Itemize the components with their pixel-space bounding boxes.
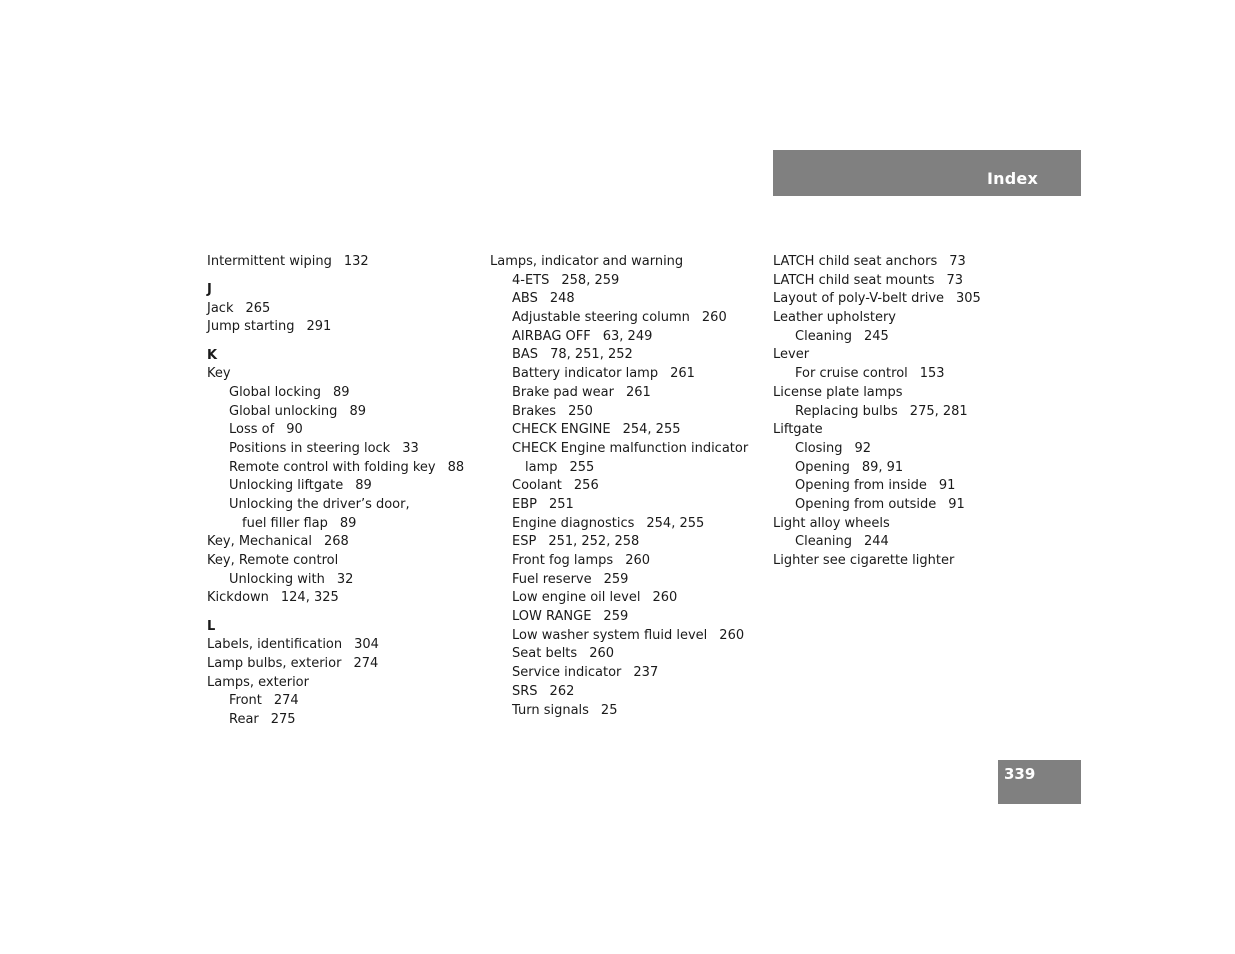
index-entry bbox=[207, 533, 482, 552]
entry-text: Global unlocking bbox=[229, 403, 338, 419]
entry-text: LOW RANGE bbox=[512, 609, 592, 625]
index-subentry bbox=[490, 552, 765, 571]
entry-page-refs[interactable]: 132 bbox=[343, 254, 369, 269]
entry-page-refs[interactable]: 90 bbox=[286, 422, 303, 438]
entry-page-refs[interactable]: 261 bbox=[625, 384, 651, 400]
index-subentry bbox=[207, 571, 482, 590]
index-subentry bbox=[773, 365, 1063, 384]
section-header-bar bbox=[773, 150, 1081, 196]
entry-text: Brakes bbox=[512, 403, 557, 419]
entry-text: Engine diagnostics bbox=[512, 515, 635, 531]
index-subentry bbox=[490, 290, 765, 309]
entry-page-refs[interactable]: 265 bbox=[245, 300, 271, 316]
entry-page-refs[interactable]: 91 bbox=[948, 496, 965, 512]
entry-text: ESP bbox=[512, 534, 537, 550]
entry-text: Jack bbox=[207, 300, 234, 316]
index-column-3 bbox=[773, 253, 1063, 571]
index-subentry bbox=[490, 664, 765, 683]
entry-text: Lamps, indicator and warning bbox=[490, 254, 684, 269]
entry-page-refs[interactable]: 89 bbox=[355, 478, 372, 494]
entry-page-refs[interactable]: 260 bbox=[652, 590, 678, 606]
entry-page-refs[interactable]: 262 bbox=[549, 683, 575, 699]
entry-page-refs[interactable]: 260 bbox=[625, 553, 651, 568]
entry-text: Brake pad wear bbox=[512, 384, 614, 400]
section-title: Index bbox=[987, 169, 1038, 188]
entry-page-refs[interactable]: 89 bbox=[339, 515, 357, 531]
index-subentry bbox=[490, 440, 765, 459]
entry-text: Service indicator bbox=[512, 665, 622, 681]
index-entry bbox=[207, 674, 482, 693]
index-subentry bbox=[490, 459, 765, 478]
index-subentry bbox=[207, 477, 482, 496]
index-subentry bbox=[490, 496, 765, 515]
index-entry bbox=[207, 655, 482, 674]
index-column-2 bbox=[490, 253, 765, 720]
entry-text: Opening bbox=[795, 459, 850, 475]
entry-text: Front fog lamps bbox=[512, 553, 614, 568]
entry-page-refs[interactable]: 275 bbox=[270, 711, 296, 727]
entry-page-refs[interactable]: 260 bbox=[719, 627, 745, 643]
entry-text: Adjustable steering column bbox=[512, 310, 690, 326]
entry-text: CHECK ENGINE bbox=[512, 422, 611, 438]
entry-page-refs[interactable]: 251 bbox=[548, 496, 574, 512]
index-subentry bbox=[490, 515, 765, 534]
entry-text: Fuel reserve bbox=[512, 571, 592, 587]
entry-text: Low engine oil level bbox=[512, 590, 641, 606]
index-subentry bbox=[490, 421, 765, 440]
entry-page-refs[interactable]: 91 bbox=[938, 478, 956, 494]
entry-page-refs[interactable]: 255 bbox=[569, 459, 595, 475]
index-subentry bbox=[207, 692, 482, 711]
entry-text: Light alloy wheels bbox=[773, 515, 890, 531]
index-subentry bbox=[207, 711, 482, 730]
index-entry bbox=[207, 253, 482, 272]
entry-text: Battery indicator lamp bbox=[512, 366, 659, 382]
entry-page-refs[interactable]: 260 bbox=[701, 310, 727, 326]
entry-text: Opening from outside bbox=[795, 496, 937, 512]
entry-text: Turn signals bbox=[512, 702, 589, 718]
entry-text: Leather upholstery bbox=[773, 310, 896, 326]
index-subentry bbox=[490, 328, 765, 347]
entry-text: BAS bbox=[512, 347, 539, 363]
entry-text: Key, Mechanical bbox=[207, 534, 312, 550]
entry-text: Kickdown bbox=[207, 590, 269, 606]
entry-page-refs[interactable]: 258, 259 bbox=[561, 272, 620, 288]
index-subentry bbox=[490, 683, 765, 702]
entry-text: CHECK Engine malfunction indicator bbox=[512, 440, 749, 456]
index-entry bbox=[207, 589, 482, 608]
index-subentry bbox=[207, 403, 482, 422]
index-subentry bbox=[773, 440, 1063, 459]
entry-text: Front bbox=[229, 693, 262, 709]
entry-text: Rear bbox=[229, 711, 259, 727]
entry-text: Opening from inside bbox=[795, 478, 927, 494]
entry-text: For cruise control bbox=[795, 366, 908, 382]
index-entry bbox=[773, 421, 1063, 440]
entry-text: 4-ETS bbox=[512, 272, 550, 288]
entry-text: License plate lamps bbox=[773, 384, 903, 400]
entry-page-refs[interactable]: 32 bbox=[336, 571, 354, 587]
entry-text: Replacing bulbs bbox=[795, 403, 898, 419]
entry-text: Lighter see cigarette lighter bbox=[773, 553, 955, 568]
entry-page-refs[interactable]: 248 bbox=[549, 291, 575, 307]
entry-text: LATCH child seat mounts bbox=[773, 272, 935, 288]
index-entry bbox=[773, 272, 1063, 291]
entry-page-refs[interactable]: 251, 252, 258 bbox=[548, 534, 640, 550]
entry-text: ABS bbox=[512, 291, 538, 307]
index-subentry bbox=[490, 589, 765, 608]
entry-text: Lamp bulbs, exterior bbox=[207, 655, 342, 671]
entry-text: LATCH child seat anchors bbox=[773, 254, 938, 269]
index-entry bbox=[207, 318, 482, 337]
index-entry bbox=[207, 636, 482, 655]
entry-text: lamp bbox=[525, 459, 558, 475]
index-subentry bbox=[207, 440, 482, 459]
entry-page-refs[interactable]: 250 bbox=[568, 403, 593, 419]
entry-text: Cleaning bbox=[795, 534, 852, 550]
entry-text: Lever bbox=[773, 347, 810, 363]
entry-page-refs[interactable]: 92 bbox=[854, 440, 872, 456]
page-number: 339 bbox=[1004, 765, 1036, 783]
index-subentry bbox=[773, 496, 1063, 515]
index-subentry bbox=[773, 533, 1063, 552]
entry-text: Unlocking liftgate bbox=[229, 478, 344, 494]
index-subentry bbox=[490, 309, 765, 328]
index-entry bbox=[773, 346, 1063, 365]
index-entry bbox=[773, 253, 1063, 272]
entry-page-refs[interactable]: 291 bbox=[306, 319, 332, 335]
index-subentry bbox=[490, 384, 765, 403]
entry-text: Low washer system fluid level bbox=[512, 627, 708, 643]
entry-page-refs[interactable]: 78, 251, 252 bbox=[550, 347, 633, 363]
index-entry bbox=[773, 290, 1063, 309]
entry-page-refs[interactable]: 25 bbox=[600, 702, 618, 718]
index-subentry bbox=[773, 459, 1063, 478]
index-letter-heading: K bbox=[207, 347, 218, 363]
entry-page-refs[interactable]: 244 bbox=[864, 534, 889, 550]
entry-text: Unlocking with bbox=[229, 571, 325, 587]
index-subentry bbox=[773, 403, 1063, 422]
index-subentry bbox=[773, 328, 1063, 347]
entry-text: Intermittent wiping bbox=[207, 254, 332, 269]
entry-page-refs[interactable]: 73 bbox=[949, 254, 966, 269]
entry-text: Remote control with folding key bbox=[229, 459, 436, 475]
entry-page-refs[interactable]: 304 bbox=[354, 637, 379, 653]
index-subentry bbox=[490, 403, 765, 422]
entry-page-refs[interactable]: 260 bbox=[589, 646, 615, 662]
entry-page-refs[interactable]: 245 bbox=[864, 328, 889, 344]
index-subentry bbox=[207, 384, 482, 403]
entry-page-refs[interactable]: 254, 255 bbox=[622, 422, 681, 438]
entry-page-refs[interactable]: 88 bbox=[447, 459, 465, 475]
entry-text: EBP bbox=[512, 496, 537, 512]
entry-text: Layout of poly-V-belt drive bbox=[773, 291, 945, 307]
entry-text: Unlocking the driver’s door, bbox=[229, 497, 410, 513]
index-entry bbox=[207, 300, 482, 319]
entry-page-refs[interactable]: 261 bbox=[670, 366, 695, 382]
index-subentry bbox=[207, 421, 482, 440]
entry-page-refs[interactable]: 259 bbox=[603, 571, 629, 587]
index-subentry bbox=[490, 477, 765, 496]
index-entry bbox=[207, 552, 482, 571]
index-subentry bbox=[207, 496, 482, 515]
index-subentry bbox=[490, 533, 765, 552]
entry-page-refs[interactable]: 63, 249 bbox=[602, 328, 653, 344]
entry-page-refs[interactable]: 237 bbox=[633, 665, 659, 681]
index-subentry bbox=[773, 477, 1063, 496]
entry-text: Closing bbox=[795, 440, 843, 456]
entry-page-refs[interactable]: 274 bbox=[273, 693, 299, 709]
entry-page-refs[interactable]: 153 bbox=[919, 366, 945, 382]
entry-page-refs[interactable]: 73 bbox=[946, 272, 964, 288]
index-subentry bbox=[490, 608, 765, 627]
index-subentry bbox=[207, 515, 482, 534]
index-subentry bbox=[490, 645, 765, 664]
index-subentry bbox=[490, 627, 765, 646]
index-subentry bbox=[207, 459, 482, 478]
entry-page-refs[interactable]: 305 bbox=[956, 291, 981, 307]
index-entry bbox=[773, 552, 1063, 571]
index-entry bbox=[773, 515, 1063, 534]
entry-page-refs[interactable]: 89, 91 bbox=[861, 459, 904, 475]
index-entry bbox=[490, 253, 765, 272]
index-subentry bbox=[490, 272, 765, 291]
entry-page-refs[interactable]: 124, 325 bbox=[280, 590, 339, 606]
index-subentry bbox=[490, 346, 765, 365]
entry-text: Global locking bbox=[229, 384, 321, 400]
index-subentry bbox=[490, 365, 765, 384]
entry-text: Jump starting bbox=[207, 319, 295, 335]
index-column-1 bbox=[207, 253, 482, 730]
index-subentry bbox=[490, 702, 765, 721]
entry-page-refs[interactable]: 274 bbox=[353, 655, 379, 671]
page-number-tab bbox=[998, 760, 1081, 804]
entry-page-refs[interactable]: 268 bbox=[323, 534, 349, 550]
index-letter-heading: J bbox=[207, 282, 212, 298]
entry-text: SRS bbox=[512, 683, 538, 699]
entry-page-refs[interactable]: 89 bbox=[332, 384, 350, 400]
entry-page-refs[interactable]: 275, 281 bbox=[909, 403, 968, 419]
index-entry bbox=[773, 384, 1063, 403]
entry-text: Key, Remote control bbox=[207, 553, 339, 569]
entry-page-refs[interactable]: 254, 255 bbox=[646, 515, 705, 531]
entry-text: Labels, identification bbox=[207, 637, 343, 653]
entry-page-refs[interactable]: 89 bbox=[349, 403, 366, 419]
entry-text: Lamps, exterior bbox=[207, 674, 309, 690]
entry-text: Key bbox=[207, 366, 231, 382]
entry-page-refs[interactable]: 256 bbox=[573, 478, 599, 494]
entry-text: Positions in steering lock bbox=[229, 440, 391, 456]
entry-page-refs[interactable]: 259 bbox=[603, 609, 629, 625]
index-entry bbox=[207, 365, 482, 384]
entry-text: Cleaning bbox=[795, 328, 852, 344]
entry-page-refs[interactable]: 33 bbox=[402, 440, 419, 456]
entry-text: Seat belts bbox=[512, 646, 578, 662]
index-letter-heading: L bbox=[207, 618, 216, 634]
index-subentry bbox=[490, 571, 765, 590]
index-entry bbox=[773, 309, 1063, 328]
entry-text: fuel filler flap bbox=[242, 515, 328, 531]
entry-text: Coolant bbox=[512, 478, 562, 494]
entry-text: Liftgate bbox=[773, 422, 823, 438]
entry-text: AIRBAG OFF bbox=[512, 328, 591, 344]
entry-text: Loss of bbox=[229, 422, 275, 438]
